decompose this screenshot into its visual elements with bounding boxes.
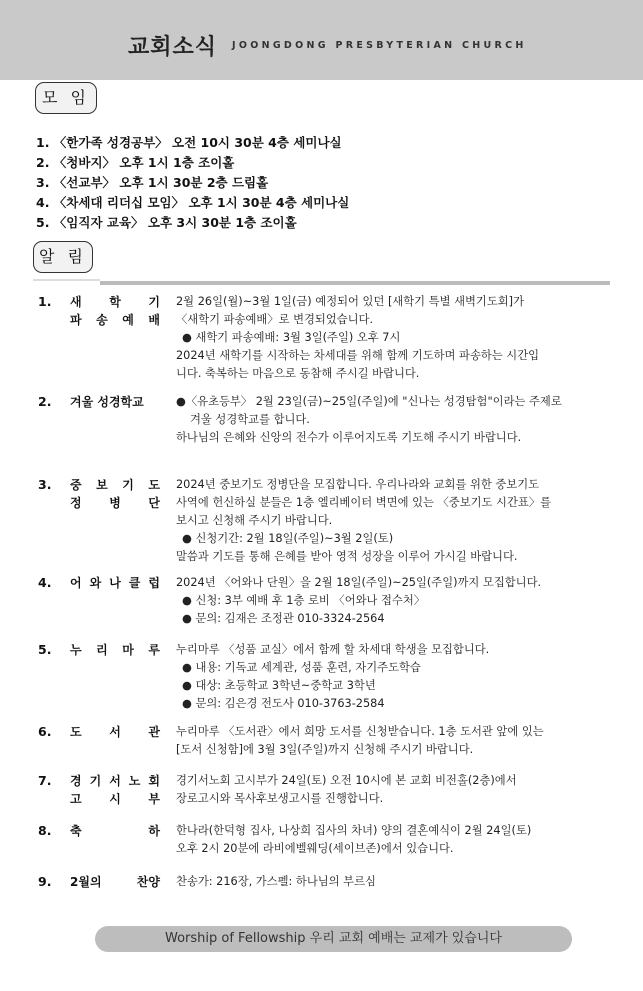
notice-line: [도서 신청함]에 3월 3일(주일)까지 신청해 주시기 바랍니다. — [176, 743, 474, 756]
meeting-item: 1. 〈한가족 성경공부〉 오전 10시 30분 4층 세미나실 — [36, 135, 342, 150]
notice-body — [176, 873, 612, 891]
meeting-item: 5. 〈임직자 교육〉 오후 3시 30분 1층 조이홀 — [36, 215, 297, 230]
notice-bullet: ● 대상: 초등학교 3학년~중학교 3학년 — [182, 679, 376, 692]
notice-title — [70, 574, 160, 592]
notice-number: 7. — [38, 773, 52, 788]
notice-title — [70, 723, 160, 741]
notice-number: 2. — [38, 394, 52, 409]
notice-line: 경기서노회 고시부가 24일(토) 오전 10시에 본 교회 비전홀(2층)에서 — [176, 774, 517, 787]
section-divider — [100, 281, 610, 285]
notice-title — [70, 873, 160, 891]
notice-body — [176, 772, 612, 808]
meetings-list — [36, 133, 349, 233]
notice-title-line: 어 와 나 클 럽 — [70, 576, 160, 590]
notice-body — [176, 723, 612, 759]
notice-line: 2024년 새학기를 시작하는 차세대를 위해 함께 기도하며 파송하는 시간입 — [176, 349, 540, 362]
notice-title-line: 중 보 기 도 — [70, 478, 160, 492]
notice-line: 누리마루 〈성품 교실〉에서 함께 할 차세대 학생을 모집합니다. — [176, 643, 490, 656]
notice-title-line: 새 학 기 — [70, 295, 160, 309]
notices-section-label: 알 림 — [33, 241, 93, 273]
notice-line: 2024년 〈어와나 단원〉을 2월 18일(주일)~25일(주일)까지 모집합니다. — [176, 576, 542, 589]
notice-line: 오후 2시 20분에 라비에벨웨딩(세이브존)에서 있습니다. — [176, 842, 454, 855]
notice-bullet: ● 내용: 기독교 세계관, 성품 훈련, 자기주도학습 — [182, 661, 421, 674]
footer-banner: Worship of Fellowship 우리 교회 예배는 교제가 있습니다 — [95, 926, 572, 952]
notice-body — [176, 293, 612, 383]
notice-line: 겨울 성경학교를 합니다. — [190, 413, 310, 426]
notice-title-line: 누 리 마 루 — [70, 643, 160, 657]
notice-line: 사역에 헌신하실 분들은 1층 엘리베이터 벽면에 있는 〈중보기도 시간표〉를 — [176, 496, 551, 509]
notice-number: 3. — [38, 477, 52, 492]
notice-title — [70, 293, 160, 329]
section-divider-left — [33, 279, 100, 281]
notice-title — [70, 476, 160, 512]
notice-line: 누리마루 〈도서관〉에서 희망 도서를 신청받습니다. 1층 도서관 앞에 있는 — [176, 725, 544, 738]
notice-bullet: ● 신청: 3부 예배 후 1층 로비 〈어와나 접수처〉 — [182, 594, 426, 607]
notice-title — [70, 822, 160, 840]
notice-number: 9. — [38, 874, 52, 889]
header-banner — [0, 0, 643, 80]
notice-number: 4. — [38, 575, 52, 590]
notice-number: 6. — [38, 724, 52, 739]
notice-number: 8. — [38, 823, 52, 838]
notice-bullet: ●〈유초등부〉 2월 23일(금)~25일(주일)에 "신나는 성경탐험"이라는 주제로 — [176, 395, 562, 408]
notice-body — [176, 574, 612, 628]
notice-title-line: 정 병 단 — [70, 496, 160, 510]
meetings-section-label: 모 임 — [35, 82, 97, 114]
notice-number: 1. — [38, 294, 52, 309]
notice-body — [176, 641, 612, 713]
notice-body — [176, 393, 612, 447]
notice-line: 2월 26일(월)~3월 1일(금) 예정되어 있던 [새학기 특별 새벽기도회]가 — [176, 295, 524, 308]
meeting-item: 2. 〈청바지〉 오후 1시 1층 조이홀 — [36, 155, 235, 170]
meeting-item: 3. 〈선교부〉 오후 1시 30분 2층 드림홀 — [36, 175, 269, 190]
notice-line: 보시고 신청해 주시기 바랍니다. — [176, 514, 333, 527]
notice-body — [176, 822, 612, 858]
notice-title — [70, 772, 160, 808]
notice-bullet: ● 문의: 김은경 전도사 010-3763-2584 — [182, 697, 385, 710]
notice-number: 5. — [38, 642, 52, 657]
notice-title-line: 2월의 찬양 — [70, 875, 160, 889]
notice-title-line: 파 송 예 배 — [70, 313, 160, 327]
meeting-item: 4. 〈차세대 리더십 모임〉 오후 1시 30분 4층 세미나실 — [36, 195, 350, 210]
notice-line: 말씀과 기도를 통해 은혜를 받아 영적 성장을 이루어 가시길 바랍니다. — [176, 550, 518, 563]
notice-title — [70, 641, 160, 659]
notice-line: 하나님의 은혜와 신앙의 전수가 이루어지도록 기도해 주시기 바랍니다. — [176, 431, 522, 444]
notice-title-line: 고 시 부 — [70, 792, 160, 806]
notice-bullet: ● 신청기간: 2월 18일(주일)~3월 2일(토) — [182, 532, 394, 545]
notice-title-line: 겨울 성경학교 — [70, 395, 144, 409]
notice-line: 니다. 축복하는 마음으로 동참해 주시길 바랍니다. — [176, 367, 420, 380]
notice-title-line: 도 서 관 — [70, 725, 160, 739]
notice-bullet: ● 새학기 파송예배: 3월 3일(주일) 오후 7시 — [182, 331, 401, 344]
notice-title-line: 경 기 서 노 회 — [70, 774, 160, 788]
notice-line: 장로고시와 목사후보생고시를 진행합니다. — [176, 792, 384, 805]
notice-line: 찬송가: 216장, 가스펠: 하나님의 부르심 — [176, 875, 376, 888]
notice-bullet: ● 문의: 김재은 조정관 010-3324-2564 — [182, 612, 385, 625]
notice-body — [176, 476, 612, 566]
notice-line: 〈새학기 파송예배〉로 변경되었습니다. — [176, 313, 374, 326]
notice-line: 한나라(한덕형 집사, 나상희 집사의 차녀) 양의 결혼예식이 2월 24일(토) — [176, 824, 532, 837]
notice-title — [70, 393, 160, 411]
page-title: 교회소식 — [128, 35, 218, 60]
notice-line: 2024년 중보기도 정병단을 모집합니다. 우리나라와 교회를 위한 중보기도 — [176, 478, 540, 491]
notice-title-line: 축 하 — [70, 824, 160, 838]
church-name: JOONGDONG PRESBYTERIAN CHURCH — [232, 40, 527, 51]
